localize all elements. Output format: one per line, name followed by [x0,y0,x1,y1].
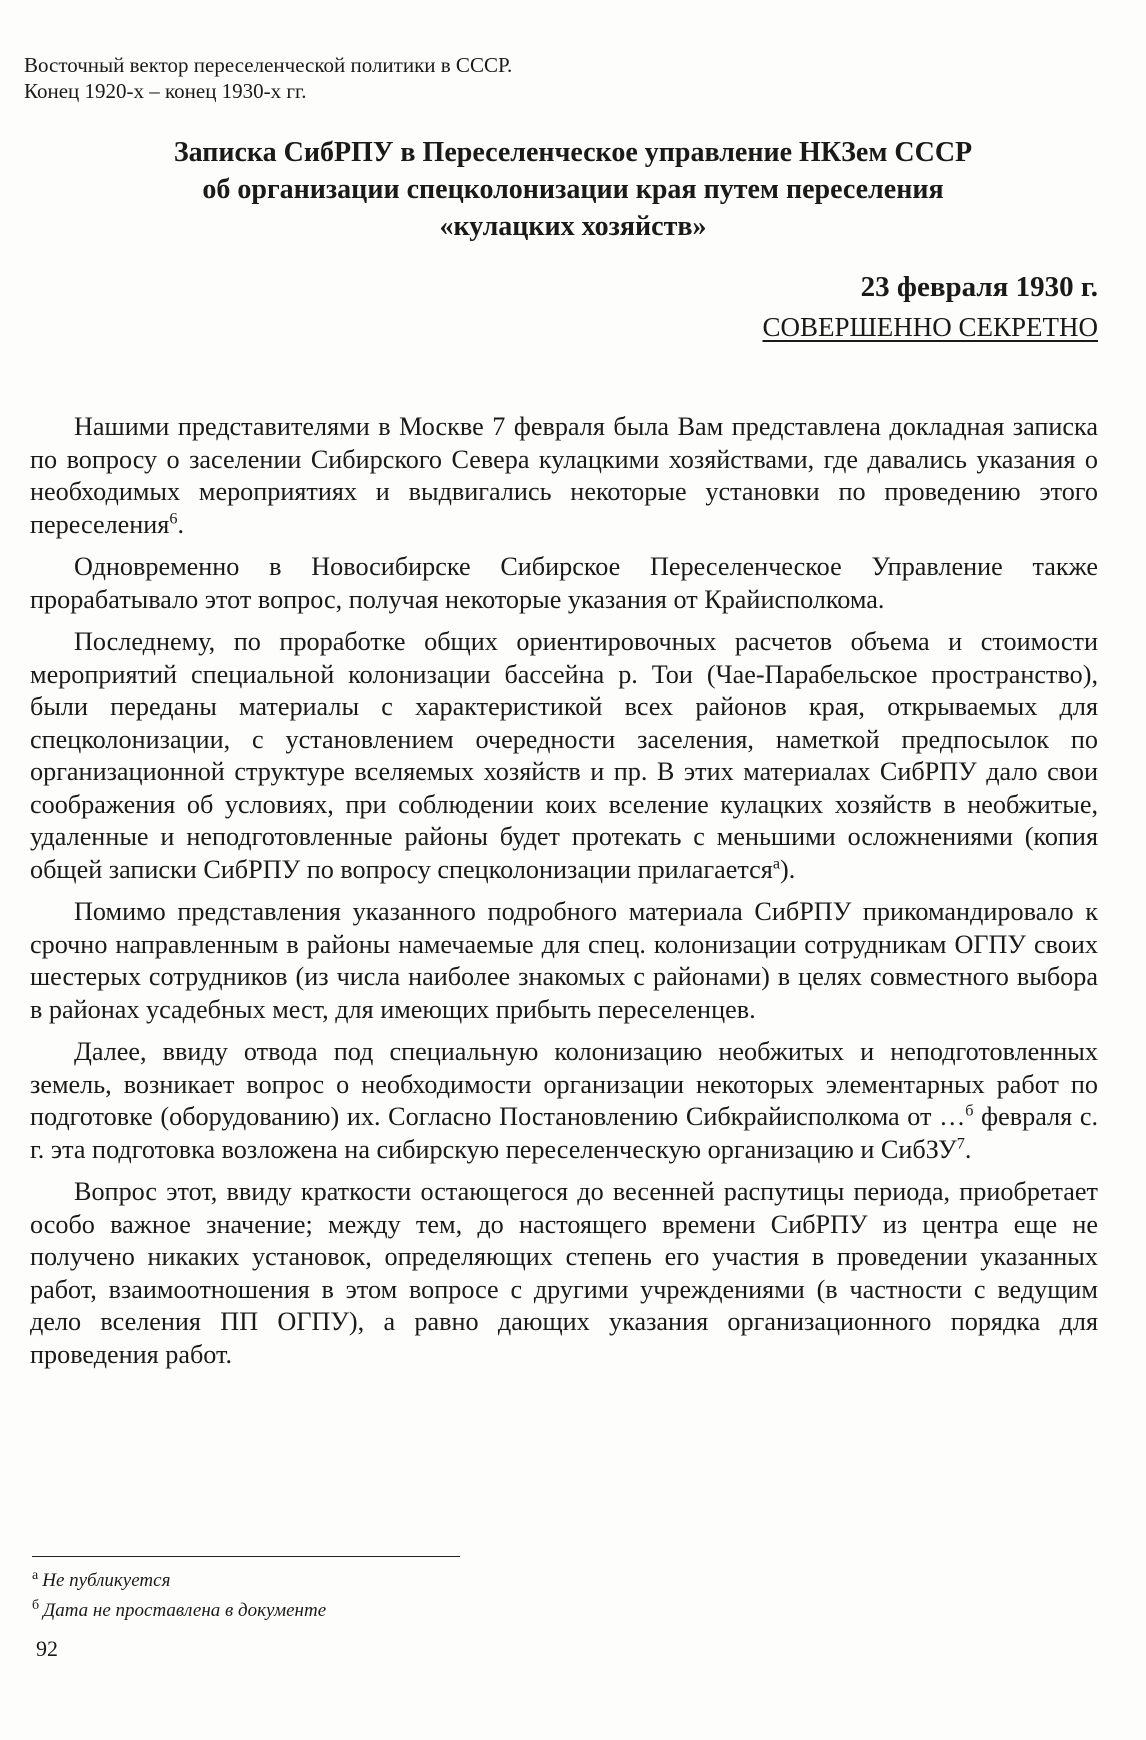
paragraph-3 [30,626,1098,886]
document-date: 23 февраля 1930 г. [860,271,1098,303]
footnote-a [32,1566,326,1596]
classification-stamp: СОВЕРШЕННО СЕКРЕТНО [762,312,1098,342]
title-line-1: Записка СибРПУ в Переселенческое управление НКЗем СССР [173,137,973,168]
running-header-line-1: Восточный вектор переселенческой политики в СССР. [24,53,513,77]
paragraph-1-text: Нашими представителями в Москве 7 февраля была Вам представлена докладная записка по вопросу о заселении Сибирского Севера кулацкими хозяйствами, где давались указания о необходимых мероприятиях и выдвигались некоторые установки по проведению этого переселения [30,412,1098,539]
paragraph-3-text: Последнему, по проработке общих ориентировочных расчетов объема и стоимости мероприятий специальной колонизации бассейна р. Тои (Чае-Парабельское пространство), были переданы материалы с характеристикой всех районов края, открываемых для спецколонизации, с установлением очередности заселения, наметкой предпосылок по организационной структуре вселяемых хозяйств и пр. В этих материалах СибРПУ дало свои соображения об условиях, при соблюдении коих вселение кулацких хозяйств в необжитые, удаленные и неподготовленные районы будет протекать с меньшими осложнениями (копия общей записки СибРПУ по вопросу спецколонизации прилагается [30,627,1098,884]
running-header-line-2: Конец 1920-х – конец 1930-х гг. [24,79,307,103]
footnote-b-text: Дата не проставлена в документе [43,1600,327,1621]
footnote-b [32,1596,326,1626]
paragraph-5-text-a: Далее, ввиду отвода под специальную колонизацию необжитых и неподготовленных земель, возникает вопрос о необходимости организации некоторых элементарных работ по подготовке (оборудованию) их. Согласно Постановлению Сибкрайисполкома от … [30,1037,1098,1131]
footnote-ref-b: б [965,1101,974,1120]
paragraph-5-end: . [964,1134,972,1164]
paragraph-3-end: ). [780,854,796,884]
title-line-2: об организации спецколонизации края путем переселения [202,174,944,205]
title-line-3: «кулацких хозяйств» [439,211,707,242]
footnote-b-mark: б [32,1597,40,1613]
document-title [60,134,1086,245]
paragraph-6 [30,1176,1098,1371]
footnotes [32,1566,326,1626]
footnote-a-mark: а [32,1567,39,1583]
footnote-ref-a: а [772,853,781,872]
paragraph-4 [30,896,1098,1026]
paragraph-2 [30,551,1098,616]
document-body [30,411,1098,1381]
paragraph-5 [30,1036,1098,1166]
running-header [24,52,724,104]
paragraph-1-end: . [177,509,185,539]
page-number: 92 [36,1636,58,1661]
paragraph-6-text: Вопрос этот, ввиду краткости остающегося до весенней распутицы периода, приобретает особо важное значение; между тем, до настоящего времени СибРПУ из центра еще не получено никаких установок, определяющих степень его участия в проведении указанных работ, взаимоотношения в этом вопросе с другими учреждениями (в частности с ведущим дело вселения ПП ОГПУ), а равно дающих указания организационного порядка для проведения работ. [30,1177,1098,1369]
footnote-a-text: Не публикуется [42,1570,171,1591]
footnote-ref-6: 6 [169,508,178,527]
paragraph-5-text-b: февраля с. г. эта подготовка возложена на сибирскую переселенческую организацию и СибЗУ [30,1102,1098,1164]
paragraph-4-text: Помимо представления указанного подробного материала СибРПУ прикомандировало к срочно направленным в районы намечаемые для спец. колонизации сотрудникам ОГПУ своих шестерых сотрудников (из числа наиболее знакомых с районами) в целях совместного выбора в районах усадебных мест, для имеющих прибыть переселенцев. [30,897,1098,1024]
footnote-ref-7: 7 [956,1133,965,1152]
paragraph-2-text: Одновременно в Новосибирске Сибирское Переселенческое Управление также прорабатывало этот вопрос, получая некоторые указания от Крайисполкома. [30,552,1098,614]
footnote-divider [32,1556,460,1557]
paragraph-1 [30,411,1098,541]
